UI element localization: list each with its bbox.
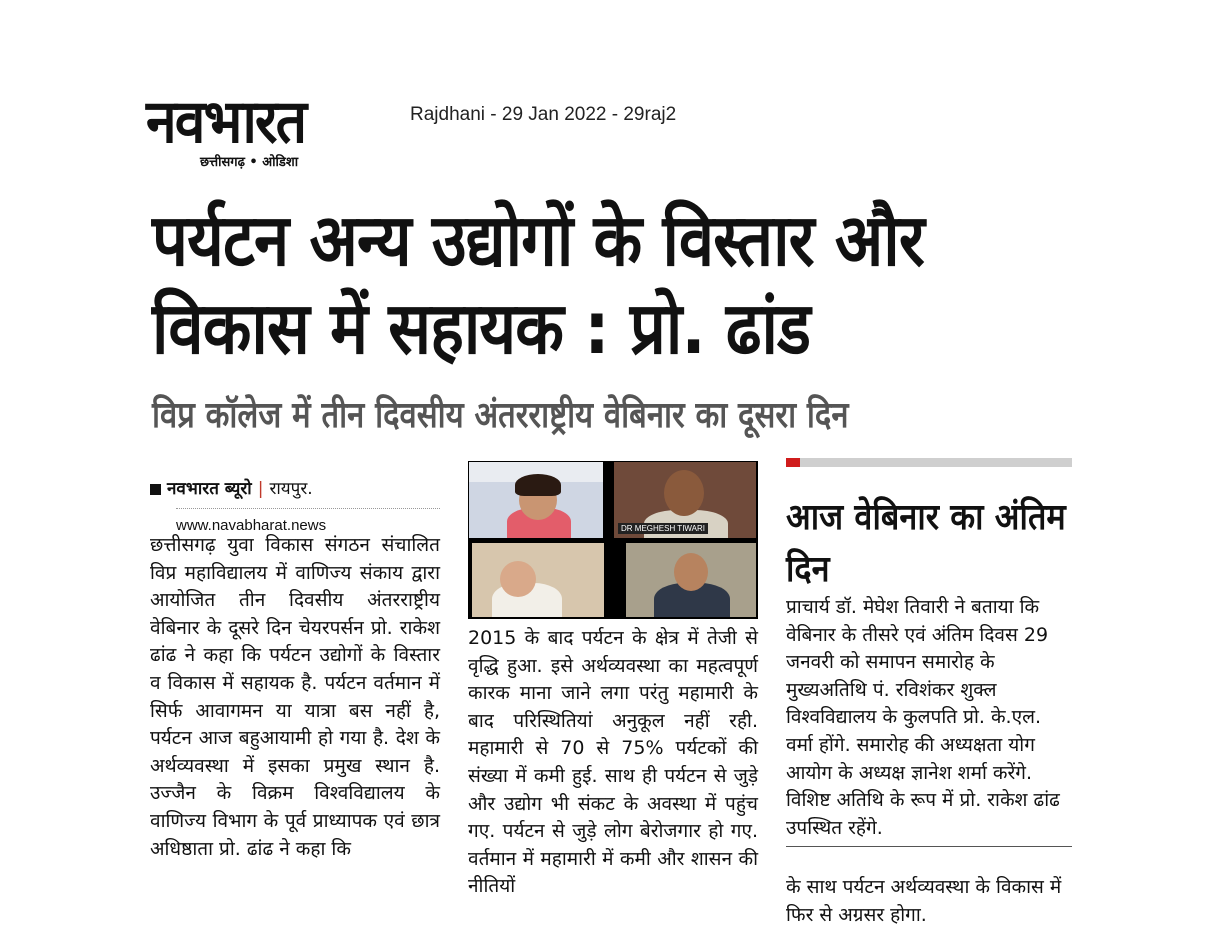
photo-tile-woman	[469, 462, 603, 538]
article-column-2	[468, 625, 758, 901]
continuation-text: के साथ पर्यटन अर्थव्यवस्था के विकास में फिर से अग्रसर होगा.	[786, 876, 1062, 926]
subheadline: विप्र कॉलेज में तीन दिवसीय अंतरराष्ट्रीय वेबिनार का दूसरा दिन	[152, 395, 849, 436]
byline-city: रायपुर.	[269, 479, 313, 499]
article-text-column-2: 2015 के बाद पर्यटन के क्षेत्र में तेजी से वृद्धि हुआ. इसे अर्थव्यवस्था का महत्वपूर्ण कारक माना जाने लगा परंतु महामारी के बाद परिस्थितियां अनुकूल नहीं रही. महामारी से 70 से 75% पर्यटकों की संख्या में कमी हुई. साथ ही पर्यटन से जुड़े और उद्योग भी संकट के अवस्था में पहुंच गए. पर्यटन से जुड़े लोग बेरोजगार हो गए. वर्तमान में महामारी में कमी और शासन की नीतियों	[468, 627, 758, 898]
website-link[interactable]: www.navabharat.news	[176, 508, 440, 540]
sidebar-accent-mark	[786, 458, 800, 467]
byline-bureau: नवभारत ब्यूरो	[167, 479, 252, 499]
article-column-1	[150, 476, 440, 860]
sidebar-top-bar	[786, 458, 1072, 467]
sidebar-paragraph: प्राचार्य डॉ. मेघेश तिवारी ने बताया कि वेबिनार के तीसरे एवं अंतिम दिवस 29 जनवरी को समापन समारोह के मुख्यअतिथि पं. रविशंकर शुक्ल विश्वविद्यालय के कुलपति प्रो. के.एल. वर्मा होंगे. समारोह की अध्यक्षता योग आयोग के अध्यक्ष ज्ञानेश शर्मा करेंगे. विशिष्ट अतिथि के रूप में प्रो. राकेश ढांढ उपस्थित रहेंगे.	[786, 596, 1060, 839]
sidebar-continuation	[786, 874, 1072, 929]
logo-name: नवभारत	[146, 87, 306, 157]
sidebar-text	[786, 594, 1072, 842]
byline	[150, 476, 440, 504]
photo-tile-elder	[472, 543, 604, 617]
article-text-column-1: छत्तीसगढ़ युवा विकास संगठन संचालित विप्र महाविद्यालय में वाणिज्य संकाय द्वारा आयोजित तीन दिवसीय अंतरराष्ट्रीय वेबिनार के दूसरे दिन चेयरपर्सन प्रो. राकेश ढांढ ने कहा कि पर्यटन उद्योगों के विस्तार व विकास में सहायक है. पर्यटन वर्तमान में सिर्फ आवागमन या यात्रा बस नहीं है, पर्यटन आज बहुआयामी हो गया है. देश के अर्थव्यवस्था में इसका प्रमुख स्थान है. उज्जैन के विक्रम विश्वविद्यालय के वाणिज्य विभाग के पूर्व प्राध्यापक एवं छात्र अधिष्ठाता प्रो. ढांढ ने कहा कि	[150, 534, 440, 860]
headline: पर्यटन अन्य उद्योगों के विस्तार और विकास में सहायक : प्रो. ढांड	[152, 198, 924, 370]
photo-tile-principal	[614, 462, 756, 538]
byline-square-icon	[150, 484, 161, 495]
webinar-photo	[468, 461, 758, 619]
masthead-logo	[140, 88, 392, 170]
photo-name-tag: DR MEGHESH TIWARI	[618, 523, 708, 534]
sidebar-divider	[786, 846, 1072, 847]
photo-tile-speaker	[626, 543, 756, 617]
edition-line: Rajdhani - 29 Jan 2022 - 29raj2	[410, 104, 677, 125]
byline-separator: |	[257, 479, 264, 499]
logo-tagline: छत्तीसगढ़ • ओडिशा	[200, 155, 299, 170]
sidebar-title: आज वेबिनार का अंतिम दिन	[786, 497, 1066, 590]
